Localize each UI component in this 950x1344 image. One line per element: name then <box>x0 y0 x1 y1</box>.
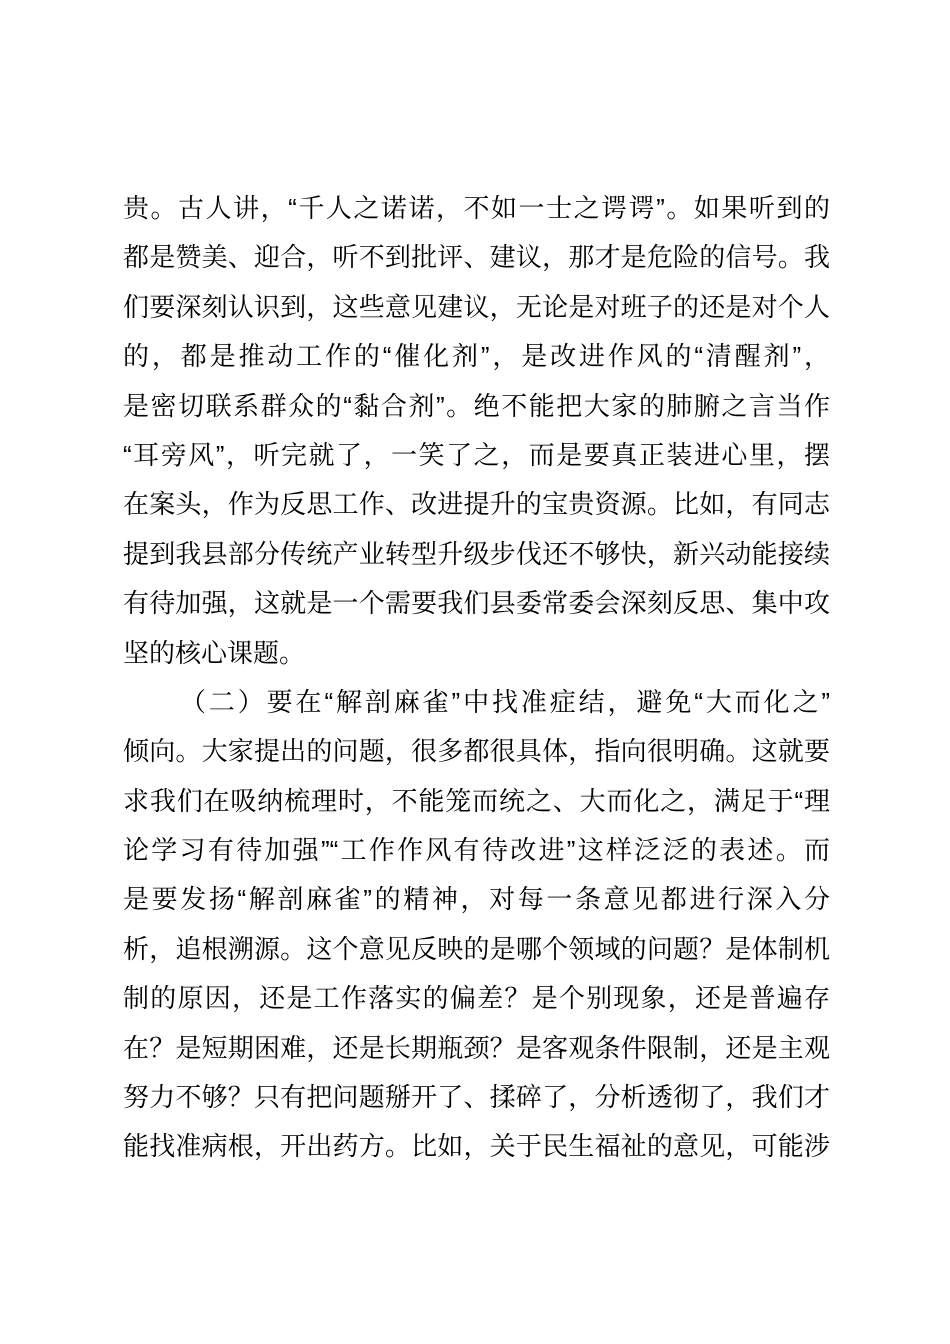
text-line: 提到我县部分传统产业转型升级步伐还不够快，新兴动能接续 <box>123 538 830 569</box>
text-line: 都是赞美、迎合，听不到批评、建议，那才是危险的信号。我 <box>123 242 830 273</box>
text-line: 能找准病根，开出药方。比如，关于民生福祉的意见，可能涉 <box>123 1131 830 1162</box>
document-text-block <box>123 184 830 1172</box>
text-line: “耳旁风”，听完就了，一笑了之，而是要真正装进心里，摆 <box>123 439 830 470</box>
text-line: 是要发扬“解剖麻雀”的精神，对每一条意见都进行深入分 <box>123 884 830 915</box>
text-line: （二）要在“解剖麻雀”中找准症结，避免“大而化之” <box>180 686 830 717</box>
text-line: 论学习有待加强”“工作作风有待改进”这样泛泛的表述。而 <box>123 835 830 866</box>
text-line: 在案头，作为反思工作、改进提升的宝贵资源。比如，有同志 <box>123 489 830 520</box>
text-line: 倾向。大家提出的问题，很多都很具体，指向很明确。这就要 <box>123 736 830 767</box>
text-line: 的，都是推动工作的“催化剂”，是改进作风的“清醒剂”， <box>123 341 830 372</box>
text-line: 坚的核心课题。 <box>123 637 306 668</box>
text-line: 努力不够？只有把问题掰开了、揉碎了，分析透彻了，我们才 <box>123 1082 830 1113</box>
text-line: 有待加强，这就是一个需要我们县委常委会深刻反思、集中攻 <box>123 588 830 619</box>
text-line: 制的原因，还是工作落实的偏差？是个别现象，还是普遍存 <box>123 983 830 1014</box>
text-line: 贵。古人讲，“千人之诺诺，不如一士之谔谔”。如果听到的 <box>123 193 830 223</box>
text-line: 在？是短期困难，还是长期瓶颈？是客观条件限制，还是主观 <box>123 1032 830 1063</box>
text-line: 们要深刻认识到，这些意见建议，无论是对班子的还是对个人 <box>123 291 830 322</box>
text-line: 析，追根溯源。这个意见反映的是哪个领域的问题？是体制机 <box>123 933 830 964</box>
text-line: 是密切联系群众的“黏合剂”。绝不能把大家的肺腑之言当作 <box>123 390 830 421</box>
text-line: 求我们在吸纳梳理时，不能笼而统之、大而化之，满足于“理 <box>123 785 830 816</box>
